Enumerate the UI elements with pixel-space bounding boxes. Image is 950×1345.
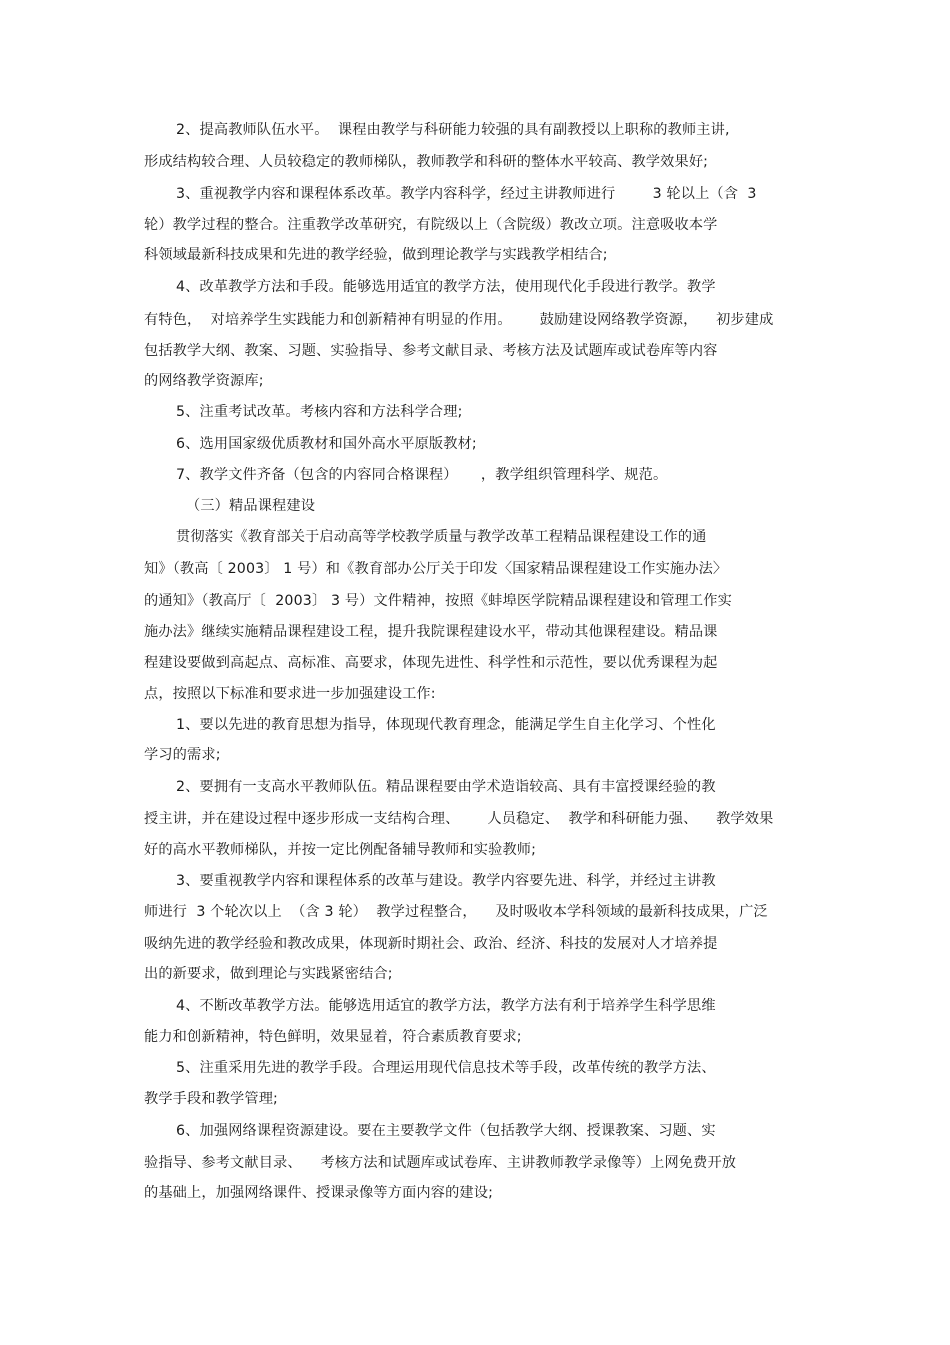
text-line: 验指导、参考文献目录、 考核方法和试题库或试卷库、主讲教师教学录像等）上网免费开放 [144,1155,737,1171]
text-line: 贯彻落实《教育部关于启动高等学校教学质量与教学改革工程精品课程建设工作的通 [176,529,707,545]
text-line: 的通知》（教高厅〔 2003〕 3 号）文件精神，按照《蚌埠医学院精品课程建设和管理工作实 [144,593,732,609]
text-line: 施办法》继续实施精品课程建设工程，提升我院课程建设水平，带动其他课程建设。精品课 [144,624,718,640]
text-line: 6、选用国家级优质教材和国外高水平原版教材; [176,436,477,452]
text-line: 3、要重视教学内容和课程体系的改革与建设。教学内容要先进、科学，并经过主讲教 [176,873,716,889]
text-line: 吸纳先进的教学经验和教改成果，体现新时期社会、政治、经济、科技的发展对人才培养提 [144,936,718,952]
text-line: 形成结构较合理、人员较稳定的教师梯队，教师教学和科研的整体水平较高、教学效果好; [144,154,709,170]
text-line: 1、要以先进的教育思想为指导，体现现代教育理念，能满足学生自主化学习、个性化 [176,717,716,733]
text-line: 3、重视教学内容和课程体系改革。教学内容科学，经过主讲教师进行 3 轮以上（含 3 [176,186,757,202]
text-line: 5、注重考试改革。考核内容和方法科学合理; [176,404,463,420]
text-line: 包括教学大纲、教案、习题、实验指导、参考文献目录、考核方法及试题库或试卷库等内容 [144,343,718,359]
text-line: 轮）教学过程的整合。注重教学改革研究，有院级以上（含院级）教改立项。注意吸收本学 [144,217,718,233]
text-line: 7、教学文件齐备（包含的内容同合格课程） ，教学组织管理科学、规范。 [176,467,668,483]
text-line: 的基础上，加强网络课件、授课录像等方面内容的建设; [144,1185,494,1201]
text-line: 的网络教学资源库; [144,373,264,389]
text-line: 2、提高教师队伍水平。 课程由教学与科研能力较强的具有副教授以上职称的教师主讲, [176,122,730,138]
text-line: 教学手段和教学管理; [144,1091,278,1107]
text-line: 学习的需求; [144,747,221,763]
text-line: 程建设要做到高起点、高标准、高要求，体现先进性、科学性和示范性，要以优秀课程为起 [144,655,718,671]
text-line: 好的高水平教师梯队，并按一定比例配备辅导教师和实验教师; [144,842,537,858]
text-line: 出的新要求，做到理论与实践紧密结合; [144,966,393,982]
section-heading: （三）精品课程建设 [186,498,316,514]
text-line: 5、注重采用先进的教学手段。合理运用现代信息技术等手段，改革传统的教学方法、 [176,1060,716,1076]
text-line: 点，按照以下标准和要求进一步加强建设工作: [144,686,436,702]
text-line: 能力和创新精神，特色鲜明，效果显着，符合素质教育要求; [144,1029,522,1045]
text-line: 科领域最新科技成果和先进的教学经验，做到理论教学与实践教学相结合; [144,247,608,263]
text-line: 师进行 3 个轮次以上 （含 3 轮） 教学过程整合， 及时吸收本学科领域的最新科技成果，广泛 [144,904,768,920]
text-line: 知》（教高〔 2003〕 1 号）和《教育部办公厅关于印发〈国家精品课程建设工作实施办法〉 [144,561,728,577]
text-line: 6、加强网络课程资源建设。要在主要教学文件（包括教学大纲、授课教案、习题、实 [176,1123,716,1139]
text-line: 有特色， 对培养学生实践能力和创新精神有明显的作用。 鼓励建设网络教学资源， 初步建成 [144,312,774,328]
text-line: 2、要拥有一支高水平教师队伍。精品课程要由学术造诣较高、具有丰富授课经验的教 [176,779,716,795]
text-line: 4、改革教学方法和手段。能够选用适宜的教学方法，使用现代化手段进行教学。教学 [176,279,716,295]
text-line: 授主讲，并在建设过程中逐步形成一支结构合理、 人员稳定、 教学和科研能力强、 教学效果 [144,811,774,827]
text-line: 4、不断改革教学方法。能够选用适宜的教学方法，教学方法有利于培养学生科学思维 [176,998,716,1014]
